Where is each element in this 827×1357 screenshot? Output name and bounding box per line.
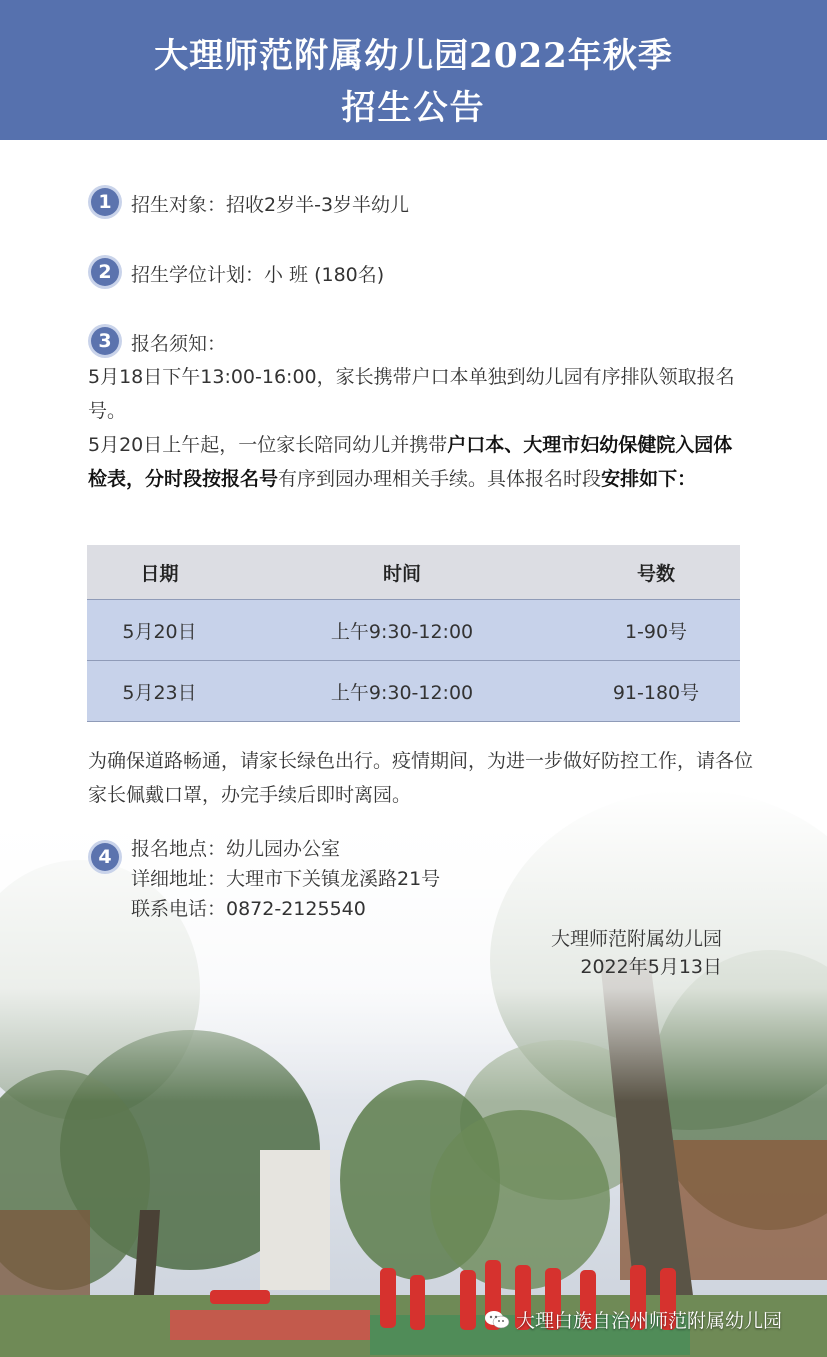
- row2-number: 91-180号: [572, 661, 740, 722]
- detailed-address: 详细地址：大理市下关镇龙溪路21号: [131, 868, 441, 890]
- enroll-target: 招生对象：招收2岁半-3岁半幼儿: [131, 194, 410, 216]
- col-time-header: 时间: [232, 545, 572, 600]
- table-row: [87, 661, 740, 722]
- wechat-account-name: 大理白族自治州师范附属幼儿园: [516, 1310, 783, 1332]
- col-number-header: 号数: [572, 545, 740, 600]
- registration-para-1: 5月18日下午13:00-16:00，家长携带户口本单独到幼儿园有序排队领取报名号。: [88, 366, 735, 422]
- signature-date: 2022年5月13日: [580, 956, 722, 978]
- registration-location: 报名地点：幼儿园办公室: [131, 838, 341, 860]
- para2-text-e: 有序到园办理相关手续。具体报名时段: [278, 468, 602, 490]
- para2-comma: ，: [126, 468, 146, 490]
- section-3-badge: 3: [91, 327, 119, 355]
- title-line-1: 大理师范附属幼儿园2022年秋季: [154, 36, 673, 76]
- schedule-header-row: [87, 545, 740, 600]
- para2-bold-timeslot: 分时段按报名号: [145, 468, 279, 490]
- section-1-badge: 1: [91, 188, 119, 216]
- announcement-header: [0, 0, 827, 140]
- contact-phone: 联系电话：0872-2125540: [131, 898, 366, 920]
- schedule-table: [87, 545, 740, 722]
- notice-paragraph: 为确保道路畅通，请家长绿色出行。疫情期间，为进一步做好防控工作，请各位家长佩戴口罩，办完手续后即时离园。: [88, 750, 754, 806]
- registration-heading: 报名须知：: [131, 333, 227, 355]
- section-4-badge: 4: [91, 843, 119, 871]
- col-date-header: 日期: [87, 545, 232, 600]
- title-line-2: 招生公告: [341, 88, 486, 128]
- para2-bold-arrangement: 安排如下：: [601, 468, 697, 490]
- wechat-watermark: [484, 1306, 782, 1333]
- table-row: [87, 600, 740, 661]
- signature-org: 大理师范附属幼儿园: [550, 928, 722, 950]
- row2-date: 5月23日: [87, 661, 232, 722]
- wechat-icon: [484, 1310, 510, 1330]
- row1-date: 5月20日: [87, 600, 232, 661]
- enroll-plan: 招生学位计划：小 班 (180名): [131, 264, 385, 286]
- section-2-badge: 2: [91, 258, 119, 286]
- registration-para-2: [88, 428, 748, 496]
- row2-time: 上午9:30-12:00: [232, 661, 572, 722]
- para2-text-a: 5月20日上午起，一位家长陪同幼儿并携带: [88, 434, 448, 456]
- para2-bold-documents: 户口本、大理市妇幼保健院入园体检表: [88, 434, 733, 490]
- row1-time: 上午9:30-12:00: [232, 600, 572, 661]
- row1-number: 1-90号: [572, 600, 740, 661]
